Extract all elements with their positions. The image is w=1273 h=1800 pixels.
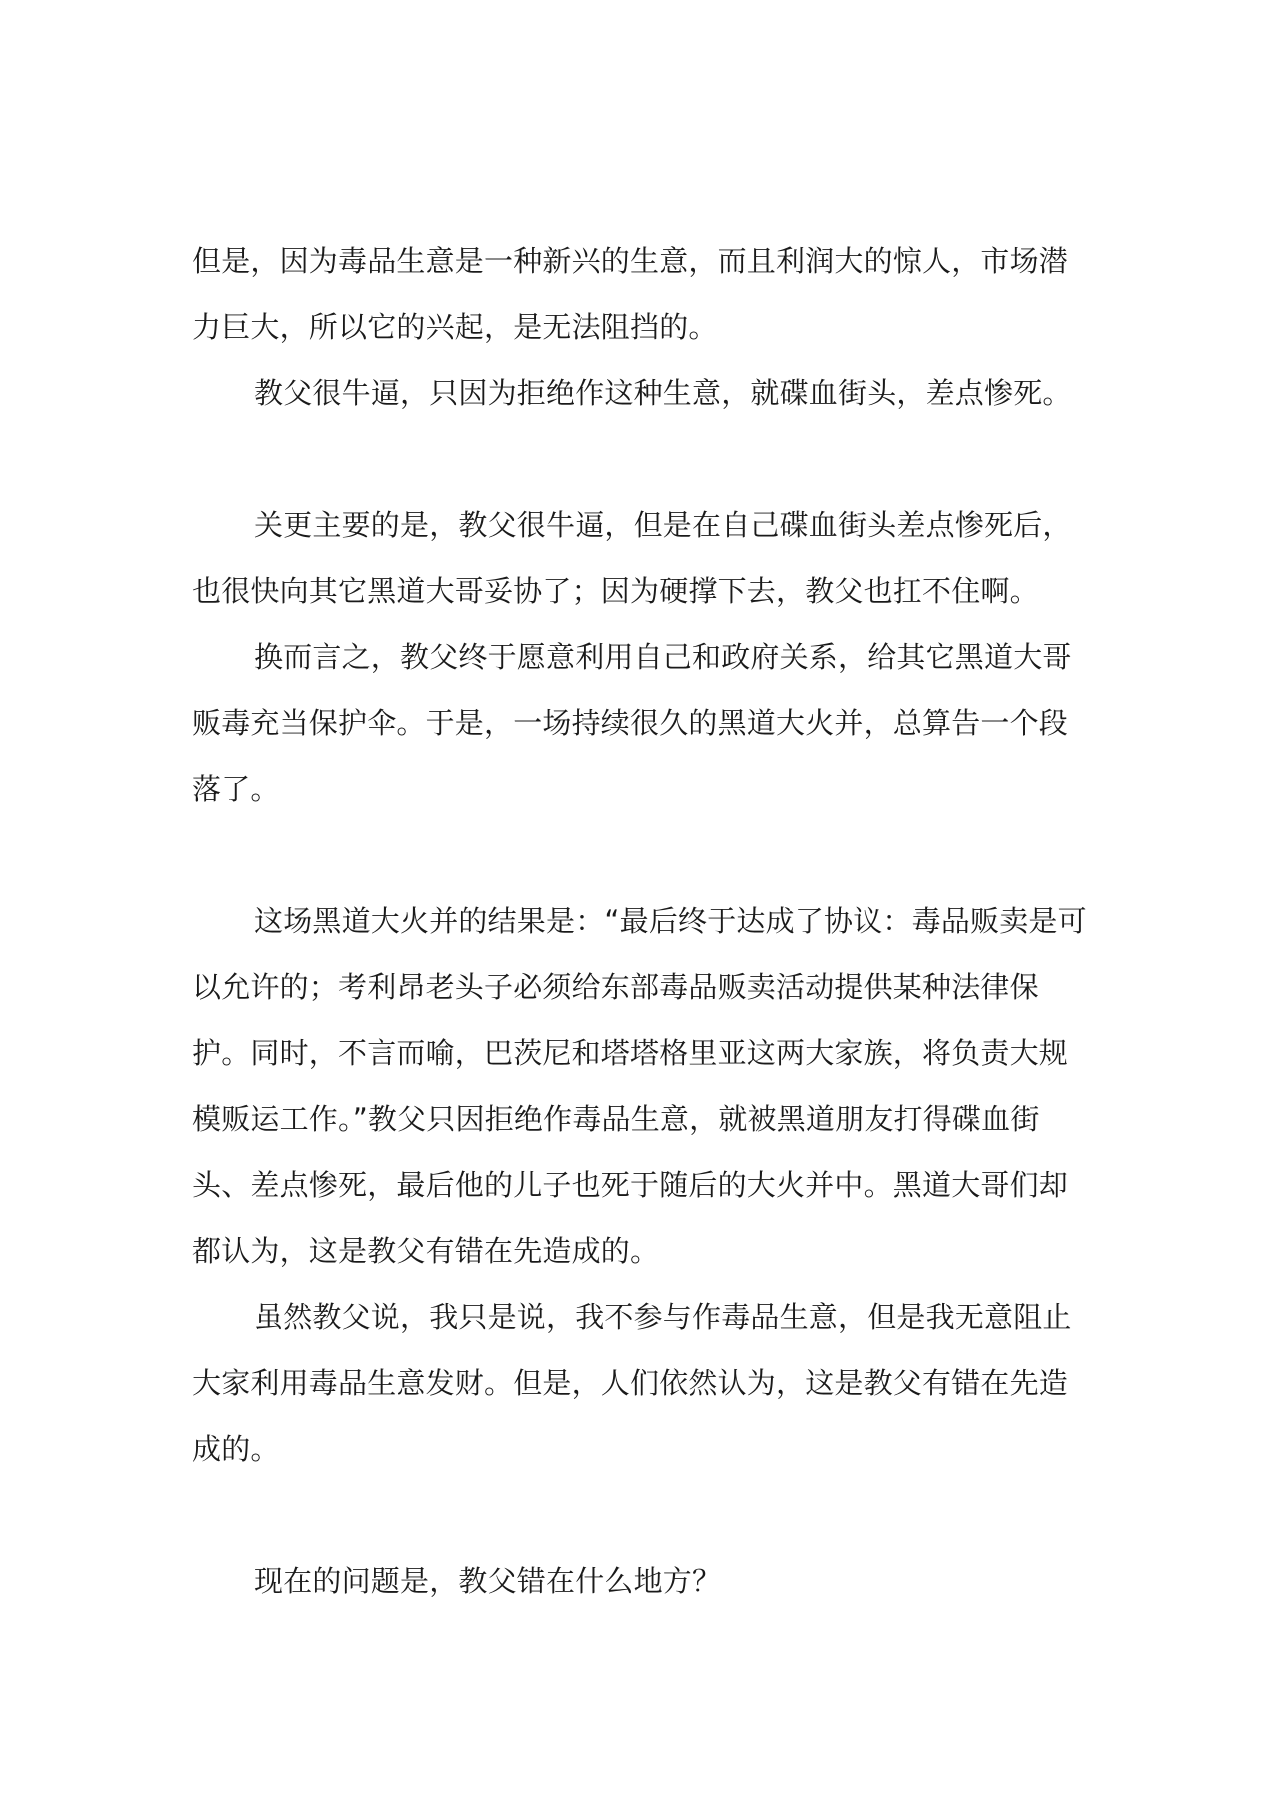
paragraph-spacer [192,1482,1092,1548]
paragraph: 这场黑道大火并的结果是：“最后终于达成了协议：毒品贩卖是可以允许的；考利昂老头子必须给东部毒品贩卖活动提供某种法律保护。同时，不言而喻，巴茨尼和塔塔格里亚这两大家族，将负责大规模贩运工作。”教父只因拒绝作毒品生意，就被黑道朋友打得碟血街头、差点惨死，最后他的儿子也死于随后的大火并中。黑道大哥们却都认为，这是教父有错在先造成的。 [192,904,1087,1268]
paragraph: 但是，因为毒品生意是一种新兴的生意，而且利润大的惊人，市场潜力巨大，所以它的兴起，是无法阻挡的。 [192,244,1069,344]
paragraph-spacer [192,822,1092,888]
paragraph: 虽然教父说，我只是说，我不参与作毒品生意，但是我无意阻止大家利用毒品生意发财。但是，人们依然认为，这是教父有错在先造成的。 [192,1300,1072,1466]
paragraph: 换而言之，教父终于愿意利用自己和政府关系，给其它黑道大哥贩毒充当保护伞。于是，一场持续很久的黑道大火并，总算告一个段落了。 [192,640,1072,806]
document-body [192,228,1092,1614]
paragraph: 教父很牛逼，只因为拒绝作这种生意，就碟血街头，差点惨死。 [254,376,1072,410]
paragraph: 关更主要的是，教父很牛逼，但是在自己碟血街头差点惨死后，也很快向其它黑道大哥妥协了；因为硬撑下去，教父也扛不住啊。 [192,508,1072,608]
paragraph: 现在的问题是，教父错在什么地方？ [254,1564,722,1598]
paragraph-spacer [192,426,1092,492]
